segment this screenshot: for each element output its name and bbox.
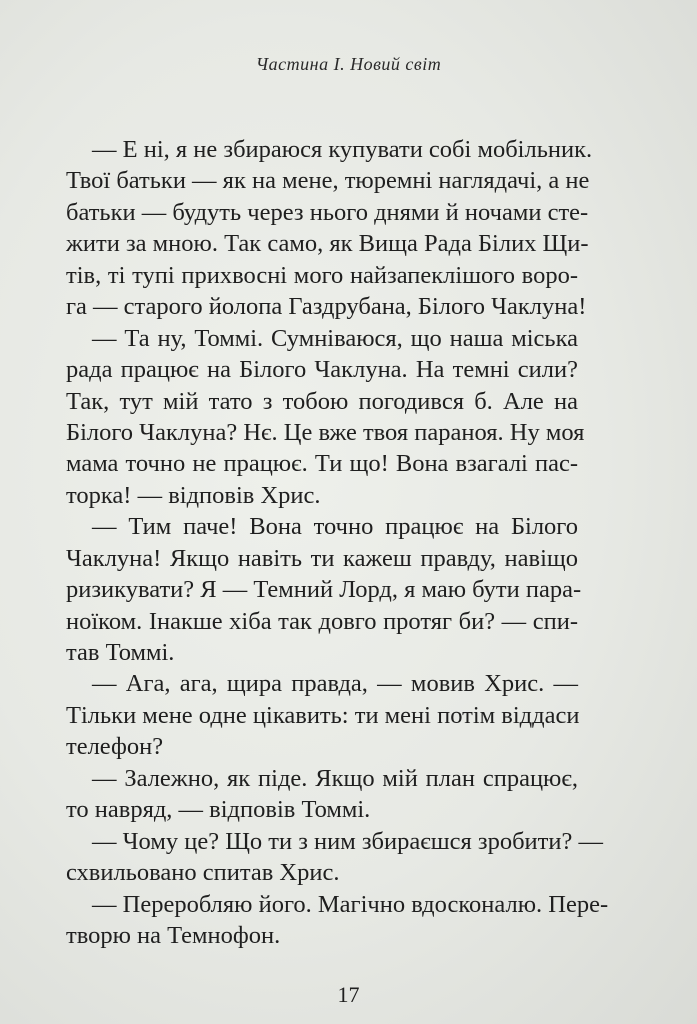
- running-header: Частина І. Новий світ: [255, 54, 442, 74]
- text-line: творю на Темнофон.: [66, 921, 281, 949]
- text-line: тав Томмі.: [66, 639, 175, 666]
- text-line: — Залежно, як піде. Якщо мій план спрацює,: [92, 764, 578, 792]
- page-number: 17: [337, 982, 360, 1007]
- text-line: жити за мною. Так само, як Вища Рада Білих Щи-: [66, 230, 589, 258]
- text-line: Білого Чаклуна? Нє. Це вже твоя параноя. Ну моя: [66, 418, 585, 446]
- text-line: — Е ні, я не збираюся купувати собі мобільник.: [92, 136, 593, 163]
- text-line: мама точно не працює. Ти що! Вона взагалі пас-: [66, 450, 578, 478]
- text-line: батьки — будуть через нього днями й ночами сте-: [66, 198, 589, 226]
- text-line: Так, тут мій тато з тобою погодився б. Але на: [66, 387, 578, 415]
- text-line: — Та ну, Томмі. Сумніваюся, що наша міська: [92, 324, 578, 352]
- text-line: — Чому це? Що ти з ним збираєшся зробити? —: [92, 827, 603, 855]
- text-line: Тільки мене одне цікавить: ти мені потім віддаси: [66, 701, 580, 729]
- text-line: телефон?: [66, 733, 164, 761]
- text-line: — Переробляю його. Магічно вдосконалю. Пере-: [92, 890, 609, 918]
- text-line: ризикувати? Я — Темний Лорд, я маю бути пара-: [66, 576, 582, 604]
- text-line: — Тим паче! Вона точно працює на Білого: [92, 513, 578, 541]
- page-body: [66, 134, 609, 951]
- text-line: — Ага, ага, щира правда, — мовив Хрис. —: [92, 670, 578, 698]
- text-line: ноїком. Інакше хіба так довго протяг би? — спи-: [66, 607, 578, 635]
- text-line: тів, ті тупі прихвосні мого найзапеклішого воро-: [66, 261, 578, 289]
- text-line: га — старого йолопа Газдрубана, Білого Чаклуна!: [66, 293, 587, 321]
- text-line: Чаклуна! Якщо навіть ти кажеш правду, навіщо: [66, 544, 578, 572]
- text-line: схвильовано спитав Хрис.: [66, 859, 340, 887]
- text-line: рада працює на Білого Чаклуна. На темні сили?: [66, 356, 578, 384]
- text-line: то навряд, — відповів Томмі.: [66, 796, 371, 824]
- text-line: Твої батьки — як на мене, тюремні наглядачі, а не: [66, 167, 590, 195]
- text-line: торка! — відповів Хрис.: [66, 481, 321, 509]
